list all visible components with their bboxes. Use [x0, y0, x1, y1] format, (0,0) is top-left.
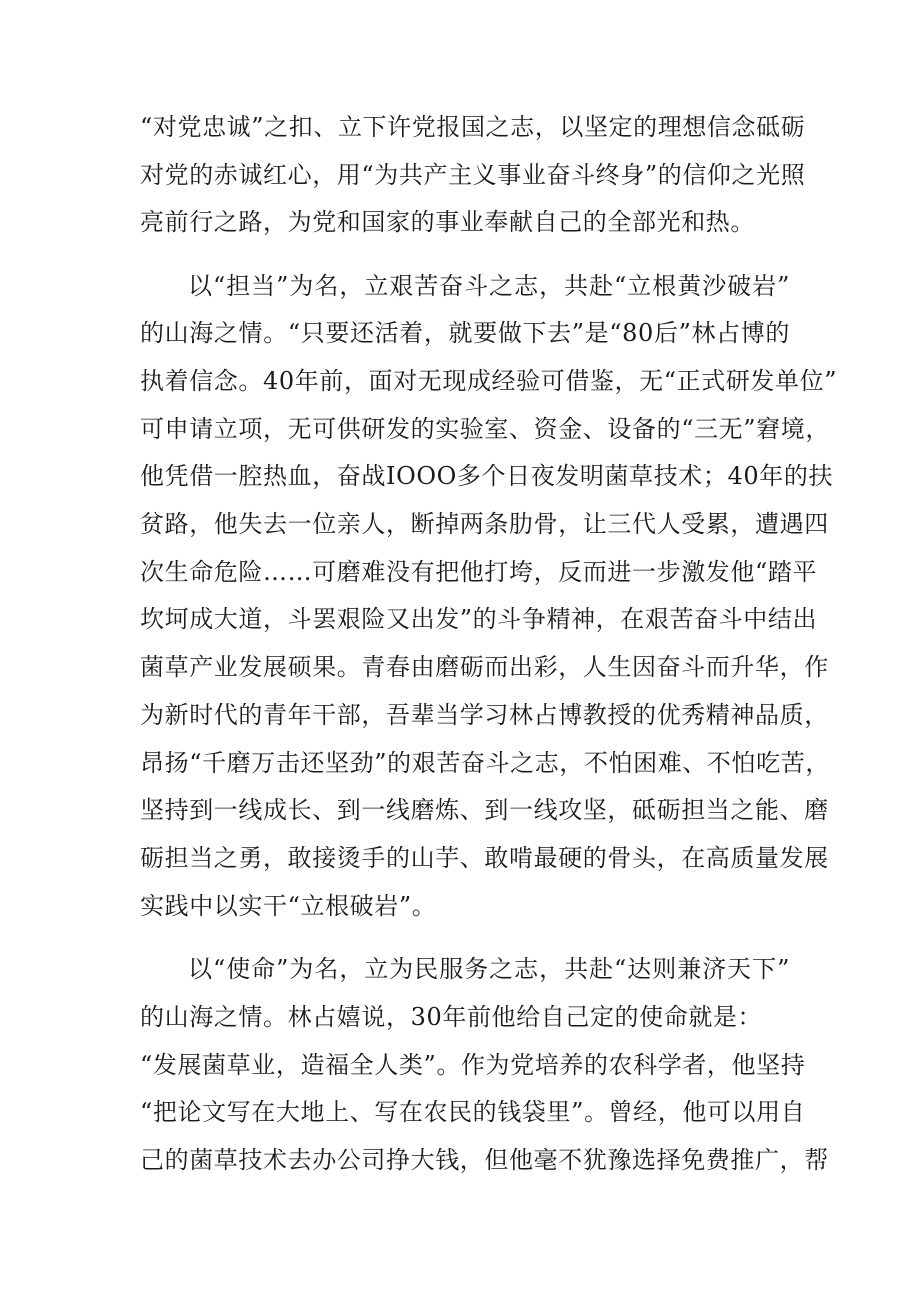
- text-line: 坚持到一线成长、到一线磨炼、到一线攻坚，砥砺担当之能、磨: [140, 796, 829, 824]
- text-line: “发展菌草业，造福全人类”。作为党培养的农科学者，他坚持: [140, 1051, 806, 1079]
- text-line: 执着信念。40年前，面对无现成经验可借鉴，无“正式研发单位”: [140, 367, 838, 395]
- text-line: 实践中以实干“立根破岩”。: [140, 892, 437, 920]
- text-line: 菌草产业发展硕果。青春由磨砺而出彩，人生因奋斗而升华，作: [140, 653, 829, 681]
- text-line: 昂扬“千磨万击还坚劲”的艰苦奋斗之志，不怕困难、不怕吃苦，: [140, 749, 830, 777]
- text-line: 对党的赤诚红心，用“为共产主义事业奋斗终身”的信仰之光照: [140, 161, 806, 189]
- text-line: 以“使命”为名，立为民服务之志，共赴“达则兼济天下”: [188, 955, 790, 983]
- text-line: 次生命危险……可磨难没有把他打垮，反而进一步激发他“踏平: [140, 558, 818, 586]
- text-line: 贫路，他失去一位亲人，断掉两条肋骨，让三代人受累，遭遇四: [140, 510, 829, 538]
- text-line: 他凭借一腔热血，奋战IOOO多个日夜发明菌草技术；40年的扶: [140, 462, 834, 490]
- text-line: 的山海之情。林占嬉说，30年前他给自己定的使命就是：: [140, 1003, 763, 1031]
- text-line: 亮前行之路，为党和国家的事业奉献自己的全部光和热。: [140, 208, 755, 236]
- text-line: 砺担当之勇，敢接烫手的山芋、敢啃最硬的骨头，在高质量发展: [140, 844, 829, 872]
- text-line: 可申请立项，无可供研发的实验室、资金、设备的“三无”窘境，: [140, 415, 830, 443]
- text-line: 的山海之情。“只要还活着，就要做下去”是“80后”林占博的: [140, 319, 790, 347]
- text-line: “对党忠诚”之扣、立下许党报国之志，以坚定的理想信念砥砺: [140, 113, 806, 141]
- text-line: 己的菌草技术去办公司挣大钱，但他毫不犹豫选择免费推广，帮: [140, 1146, 829, 1174]
- text-line: “把论文写在大地上、写在农民的钱袋里”。曾经，他可以用自: [140, 1098, 806, 1126]
- text-line: 以“担当”为名，立艰苦奋斗之志，共赴“立根黄沙破岩”: [188, 272, 790, 300]
- text-line: 坎坷成大道，斗罢艰险又出发”的斗争精神，在艰苦奋斗中结出: [140, 605, 818, 633]
- text-line: 为新时代的青年干部，吾辈当学习林占博教授的优秀精神品质，: [140, 701, 829, 729]
